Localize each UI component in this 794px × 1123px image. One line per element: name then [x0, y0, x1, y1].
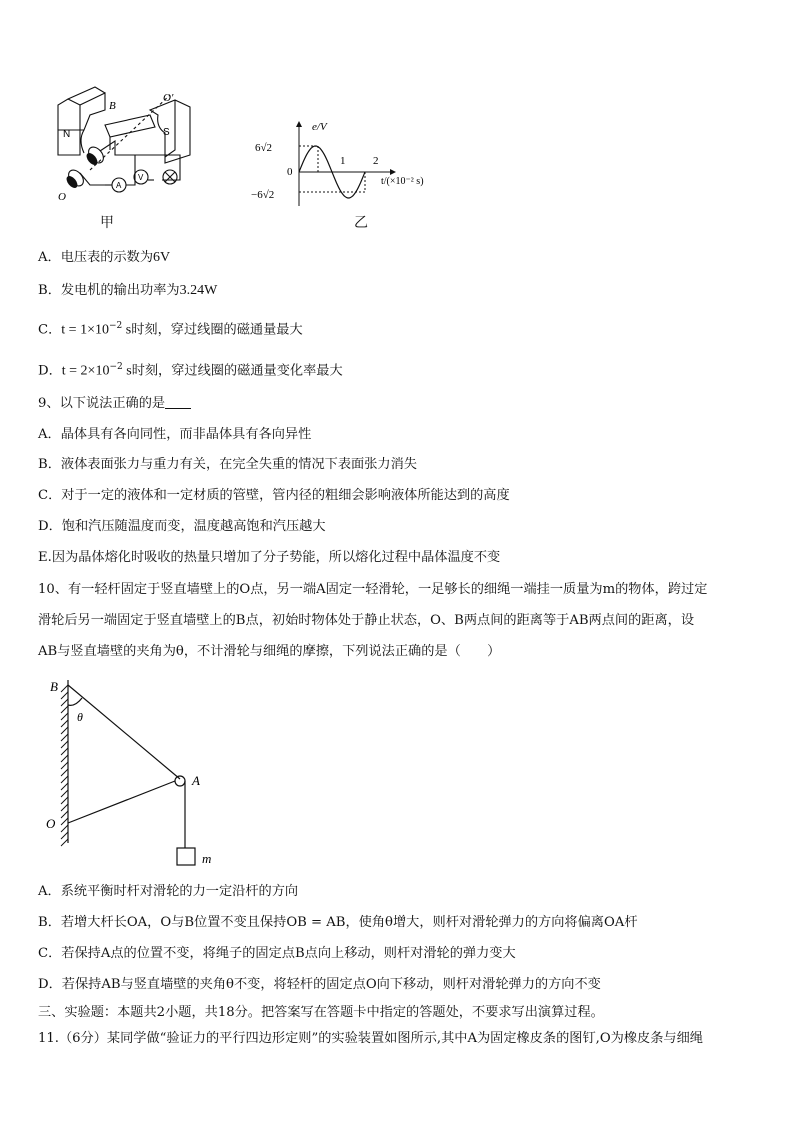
wall-hatching	[61, 685, 68, 846]
q9-option-d: D．饱和汽压随温度而变，温度越高饱和汽压越大	[38, 519, 326, 534]
label-m: m	[202, 851, 212, 866]
q10-option-c: C．若保持A点的位置不变，将绳子的固定点B点向上移动，则杆对滑轮的弹力变大	[38, 946, 516, 961]
q8-option-b: B．发电机的输出功率为3.24W	[38, 283, 218, 298]
figure-generator	[50, 85, 200, 220]
label-b: B	[109, 100, 116, 112]
q10-option-b: B．若增大杆长OA，O与B位置不变且保持OB = AB，使角θ增大，则杆对滑轮弹力的方向将偏离OA杆	[38, 915, 638, 930]
generator-drawing	[50, 85, 200, 220]
y-axis-label: e/V	[312, 121, 327, 133]
y-pos-label: 6√2	[255, 142, 273, 154]
x-tick-2: 2	[373, 155, 379, 167]
figure-waveform	[245, 118, 450, 210]
label-o: O	[58, 191, 66, 203]
label-a: A	[192, 773, 200, 788]
q10-stem-line1: 10、有一轻杆固定于竖直墙壁上的O点，另一端A固定一轻滑轮，一足够长的细绳一端挂一质量为m的物体，跨过定	[38, 582, 708, 597]
label-ammeter: A	[116, 181, 122, 190]
waveform-drawing	[245, 118, 450, 210]
q9-option-c: C．对于一定的液体和一定材质的管壁，管内径的粗细会影响液体所能达到的高度	[38, 488, 510, 503]
label-north: N	[63, 129, 71, 140]
label-south: S	[163, 127, 170, 138]
x-axis-label: t/(×10⁻² s)	[381, 176, 424, 187]
answer-blank	[165, 396, 191, 409]
label-o: O	[46, 816, 56, 831]
label-b: B	[50, 679, 58, 694]
q10-stem-line2: 滑轮后另一端固定于竖直墙壁上的B点，初始时物体处于静止状态，O、B两点间的距离等于AB两点间的距离，设	[38, 613, 695, 628]
caption-jia: 甲	[100, 215, 114, 231]
section-3-heading: 三、实验题：本题共2小题，共18分。把答案写在答题卡中指定的答题处，不要求写出演算过程。	[38, 1005, 604, 1020]
figure-rod-pulley	[40, 675, 230, 875]
q11-stem: 11.（6分）某同学做“验证力的平行四边形定则”的实验装置如图所示,其中A为固定橡皮条的图钉,O为橡皮条与细绳	[38, 1031, 703, 1046]
label-o-prime: O′	[163, 92, 174, 104]
rod-pulley-drawing	[40, 675, 230, 875]
x-tick-1: 1	[340, 155, 346, 167]
q10-stem-line3: AB与竖直墙壁的夹角为θ，不计滑轮与细绳的摩擦，下列说法正确的是（ ）	[38, 644, 501, 659]
label-theta: θ	[77, 710, 83, 724]
label-voltmeter: V	[138, 173, 144, 182]
y-neg-label: −6√2	[251, 189, 275, 201]
q9-option-a: A．晶体具有各向同性，而非晶体具有各向异性	[38, 427, 312, 442]
origin-label: 0	[287, 166, 293, 178]
q8-option-d: D．$t = 2\times 10^{-2}$ s时刻，穿过线圈的磁通量变化率最大	[38, 362, 343, 379]
q9-stem: 9、以下说法正确的是	[38, 395, 191, 413]
q10-option-d: D．若保持AB与竖直墙壁的夹角θ不变，将轻杆的固定点O向下移动，则杆对滑轮弹力的方向不变	[38, 977, 601, 992]
q9-option-b: B．液体表面张力与重力有关，在完全失重的情况下表面张力消失	[38, 457, 417, 472]
q9-option-e: E.因为晶体熔化时吸收的热量只增加了分子势能，所以熔化过程中晶体温度不变	[38, 550, 501, 565]
caption-yi: 乙	[354, 215, 368, 231]
q10-option-a: A．系统平衡时杆对滑轮的力一定沿杆的方向	[38, 884, 299, 899]
q8-option-c: C．$t = 1\times 10^{-2}$ s时刻，穿过线圈的磁通量最大	[38, 321, 303, 338]
q8-option-a: A．电压表的示数为6V	[38, 250, 171, 265]
